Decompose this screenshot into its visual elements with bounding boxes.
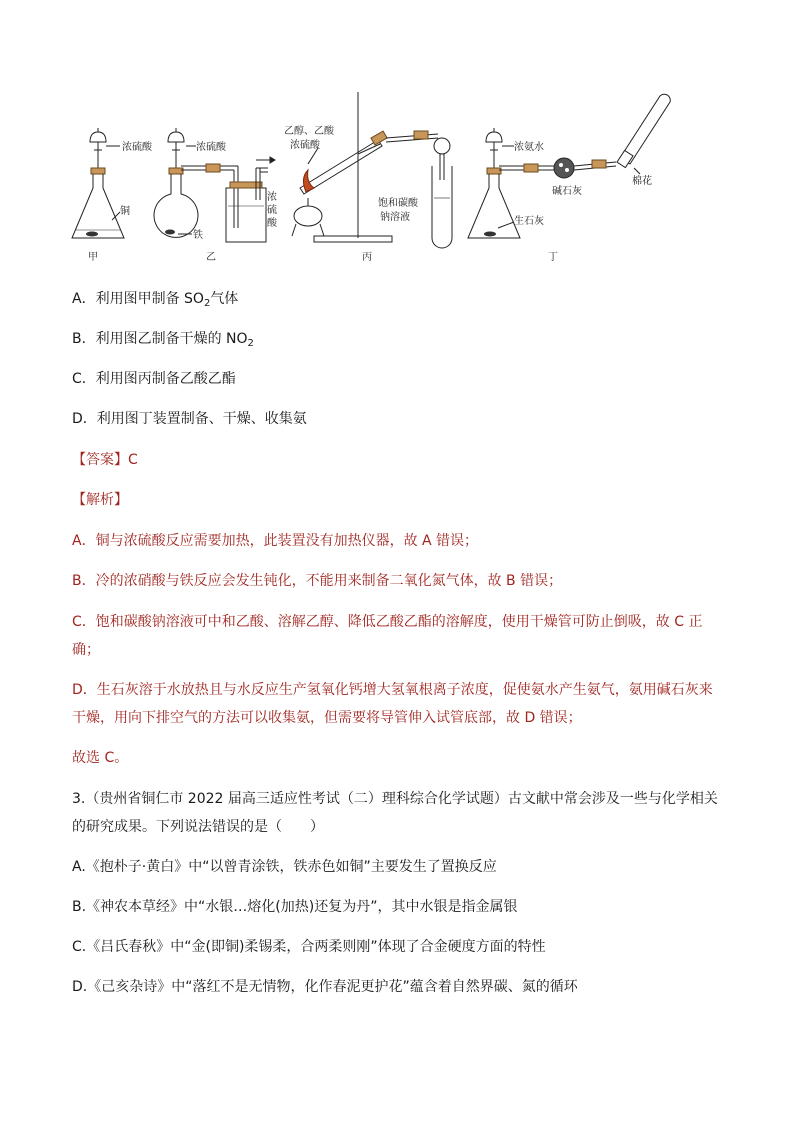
label-bing-reagent-1: 乙醇、乙酸 <box>284 126 334 137</box>
label-yi-dry-3: 酸 <box>267 218 277 229</box>
caption-yi: 乙 <box>206 252 216 263</box>
apparatus-diagram <box>68 88 688 266</box>
apparatus-bing <box>292 92 452 248</box>
analysis-tag: 【解析】 <box>72 492 128 508</box>
q3-stem-line-1: 3.（贵州省铜仁市 2022 届高三适应性考试（二）理科综合化学试题）古文献中常会涉及一些与化学相关 <box>72 791 718 807</box>
label-bing-solution-1: 饱和碳酸 <box>378 198 418 209</box>
label-yi-acid: 浓硫酸 <box>196 142 226 153</box>
label-ding-ammonia: 浓氨水 <box>514 142 544 153</box>
label-jia-metal: 铜 <box>120 206 130 217</box>
answer-tag: 【答案】 <box>72 452 128 468</box>
option-q2-b: B．利用图乙制备干燥的 $NO_2$ <box>72 331 254 349</box>
q3-option-a: A.《抱朴子·黄白》中“以曾青涂铁，铁赤色如铜”主要发生了置换反应 <box>72 859 497 875</box>
analysis-line-c: C．饱和碳酸钠溶液可中和乙酸、溶解乙醇、降低乙酸乙酯的溶解度，使用干燥管可防止倒吸，故 C 正 <box>72 614 703 630</box>
analysis-conclusion: 故选 C。 <box>72 750 129 766</box>
option-q2-a: A．利用图甲制备 $SO_2$气体 <box>72 291 239 309</box>
label-bing-reagent-2: 浓硫酸 <box>290 140 320 151</box>
label-yi-metal: 铁 <box>193 230 203 241</box>
option-q2-c: C．利用图丙制备乙酸乙酯 <box>72 371 236 387</box>
option-q2-d: D．利用图丁装置制备、干燥、收集氨 <box>72 411 307 427</box>
q3-option-b: B.《神农本草经》中“水银…熔化(加热)还复为丹”，其中水银是指金属银 <box>72 899 518 915</box>
q3-option-c: C.《吕氏春秋》中“金(即铜)柔锡柔，合两柔则刚”体现了合金硬度方面的特性 <box>72 939 546 955</box>
apparatus-figure <box>68 88 688 266</box>
answer-line <box>72 450 138 470</box>
caption-jia: 甲 <box>88 252 98 263</box>
apparatus-ding <box>468 94 670 238</box>
label-yi-dry-1: 浓 <box>267 192 277 203</box>
label-yi-dry-2: 硫 <box>267 205 277 216</box>
caption-ding: 丁 <box>548 252 558 263</box>
answer-value: C <box>128 452 138 468</box>
analysis-line-b: B．冷的浓硝酸与铁反应会发生钝化，不能用来制备二氧化氮气体，故 B 错误； <box>72 573 563 589</box>
label-ding-cotton: 棉花 <box>632 176 652 187</box>
analysis-line-c-cont: 确； <box>72 642 100 658</box>
label-ding-quicklime: 生石灰 <box>514 216 544 227</box>
q3-stem-line-2: 的研究成果。下列说法错误的是（ ） <box>72 819 324 835</box>
apparatus-jia <box>72 128 124 238</box>
analysis-line-a: A．铜与浓硫酸反应需要加热，此装置没有加热仪器，故 A 错误； <box>72 533 479 549</box>
analysis-line-d-cont: 干燥，用向下排空气的方法可以收集氨，但需要将导管伸入试管底部，故 D 错误； <box>72 710 582 726</box>
caption-bing: 丙 <box>362 252 372 263</box>
analysis-line-d: D．生石灰溶于水放热且与水反应生产氢氧化钙增大氢氧根离子浓度，促使氨水产生氨气，氨用碱石灰来 <box>72 682 713 698</box>
label-jia-acid: 浓硫酸 <box>122 142 152 153</box>
label-bing-solution-2: 钠溶液 <box>380 212 410 223</box>
q3-option-d: D.《己亥杂诗》中“落红不是无情物，化作春泥更护花”蕴含着自然界碳、氮的循环 <box>72 979 578 995</box>
label-ding-sodalime: 碱石灰 <box>552 186 582 197</box>
